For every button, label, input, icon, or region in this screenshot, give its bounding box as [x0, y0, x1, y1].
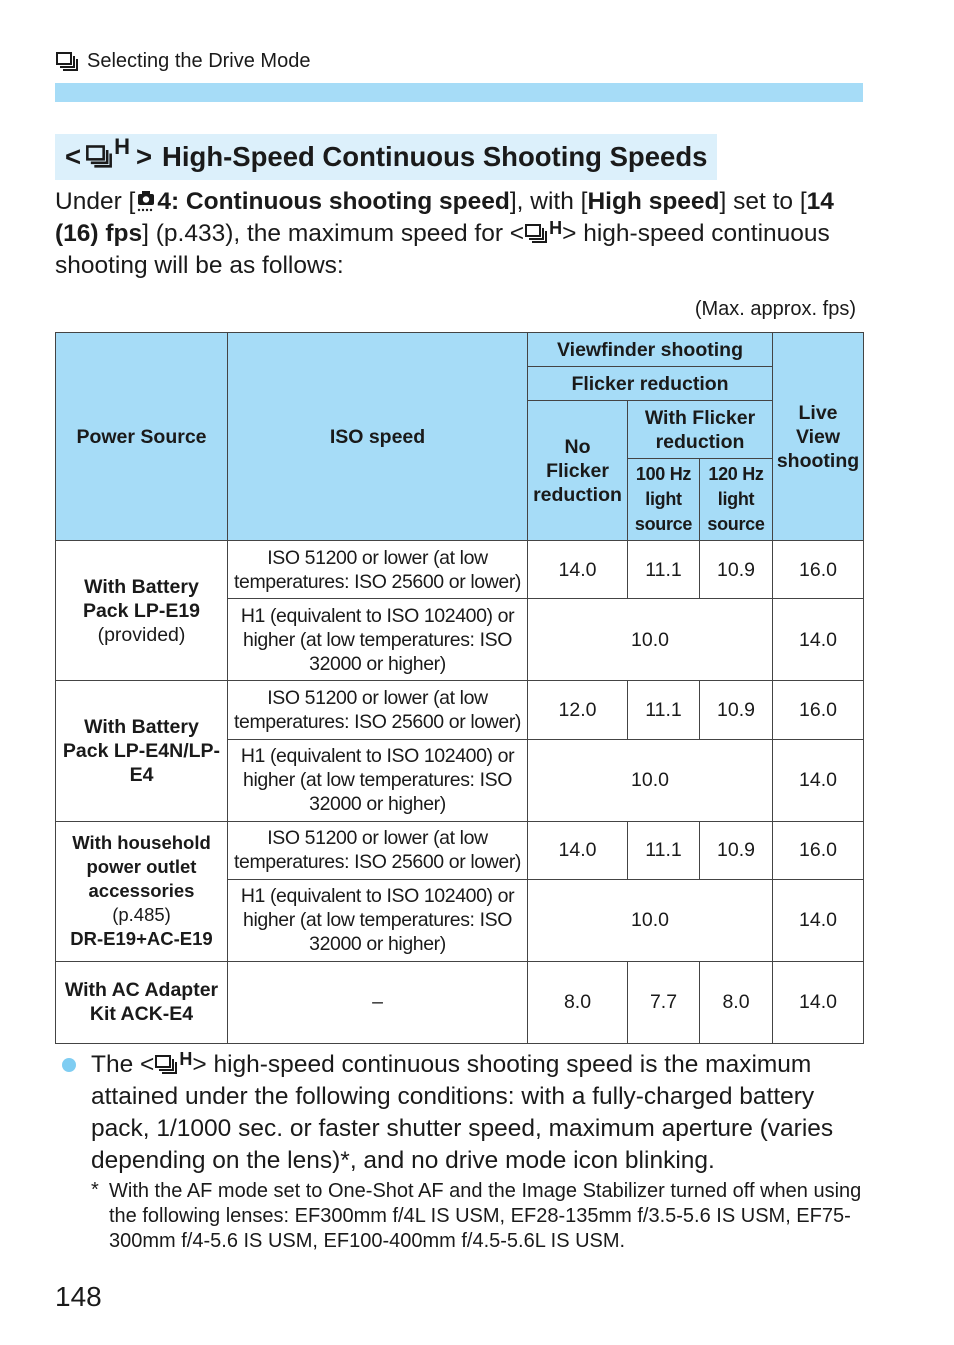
iso-cell: ISO 51200 or lower (at low temperatures: ISO 25600 or lower): [228, 681, 528, 739]
footnote-mark: *: [91, 1179, 99, 1201]
mode-suffix: H: [179, 1049, 193, 1069]
speed-note: [91, 1049, 866, 1177]
value-cell: 11.1: [628, 681, 700, 739]
header-with-flicker: With Flicker reduction: [628, 401, 773, 459]
high-speed-mode-icon: [524, 218, 563, 245]
note-text: The <: [91, 1051, 155, 1078]
value-cell: 10.0: [528, 879, 773, 961]
iso-cell: ISO 51200 or lower (at low temperatures: ISO 25600 or lower): [228, 821, 528, 879]
value-cell: 10.9: [700, 821, 773, 879]
drive-mode-icon: [524, 223, 548, 245]
title-close-bracket: >: [135, 141, 153, 172]
drive-mode-icon: [55, 51, 79, 73]
header-viewfinder: Viewfinder shooting: [528, 333, 773, 367]
iso-cell: H1 (equivalent to ISO 102400) or higher (at low temperatures: ISO 32000 or higher): [228, 879, 528, 961]
power-source-name: With Battery Pack LP-E19: [82, 575, 201, 622]
power-source-name: With household power outlet accessories: [72, 832, 211, 902]
header-power-source: Power Source: [56, 333, 228, 541]
menu-item-name: 4: Continuous shooting speed: [157, 188, 510, 215]
speed-table: [55, 332, 864, 1044]
title-open-bracket: <: [65, 141, 82, 172]
value-cell: 10.0: [528, 599, 773, 681]
value-cell: 10.9: [700, 681, 773, 739]
setting-value: 14 (16) fps: [55, 188, 834, 247]
drive-mode-icon: [154, 1054, 178, 1076]
value-cell: 14.0: [773, 739, 864, 821]
header-120hz: 120 Hz light source: [700, 459, 773, 541]
value-cell: 11.1: [628, 541, 700, 599]
value-cell: 10.0: [528, 739, 773, 821]
intro-text: > high-speed continuous shooting will be as follows:: [55, 220, 830, 279]
value-cell: 8.0: [528, 961, 628, 1043]
value-cell: 16.0: [773, 821, 864, 879]
power-source-cell: With AC Adapter Kit ACK-E4: [56, 961, 228, 1043]
power-source-cell: [56, 541, 228, 681]
drive-mode-icon: [85, 144, 113, 170]
value-cell: 16.0: [773, 681, 864, 739]
value-cell: 14.0: [528, 821, 628, 879]
intro-text: ] (p.433), the maximum speed for <: [142, 220, 525, 247]
header-100hz: 100 Hz light source: [628, 459, 700, 541]
bullet-icon: [62, 1058, 76, 1072]
iso-cell: ISO 51200 or lower (at low temperatures: ISO 25600 or lower): [228, 541, 528, 599]
power-source-model: DR-E19+AC-E19: [70, 928, 213, 950]
value-cell: 12.0: [528, 681, 628, 739]
power-source-note: (provided): [97, 623, 186, 646]
title-text: High-Speed Continuous Shooting Speeds: [162, 141, 708, 172]
intro-text: Under [: [55, 188, 136, 215]
note-text: > high-speed continuous shooting speed is the maximum attained under the following conditions: with a fully-charged battery pack, 1/1000 sec. or faster shutter speed, maximum aperture (varies depending on the lens)*, and no drive mode icon blinking.: [91, 1051, 834, 1174]
section-title: [55, 134, 717, 180]
intro-text: ], with [: [509, 188, 588, 215]
high-speed-mode-icon: [85, 134, 130, 170]
header-flicker-reduction: Flicker reduction: [528, 367, 773, 401]
header-no-flicker: No Flicker reduction: [528, 401, 628, 541]
value-cell: 14.0: [773, 599, 864, 681]
power-source-note: (p.485): [112, 904, 171, 926]
intro-paragraph: [55, 186, 863, 282]
shooting-menu-icon: [135, 188, 157, 212]
value-cell: 10.9: [700, 541, 773, 599]
value-cell: 16.0: [773, 541, 864, 599]
unit-note: (Max. approx. fps): [694, 298, 856, 320]
value-cell: 14.0: [773, 961, 864, 1043]
header-bar: [55, 83, 863, 102]
header-live-view: Live View shooting: [773, 333, 864, 541]
value-cell: 14.0: [773, 879, 864, 961]
footnote: With the AF mode set to One-Shot AF and the Image Stabilizer turned off when using the following lenses: EF300mm f/4L IS USM, EF28-135mm f/3.5-5.6 IS USM, EF75-300mm f/4-5.6 IS USM, EF100-400mm f/4.5-5.6L IS USM.: [109, 1180, 862, 1252]
header-iso-speed: ISO speed: [228, 333, 528, 541]
setting-name: High speed: [587, 188, 720, 215]
value-cell: 11.1: [628, 821, 700, 879]
page-number: 148: [55, 1281, 102, 1312]
iso-cell: H1 (equivalent to ISO 102400) or higher (at low temperatures: ISO 32000 or higher): [228, 599, 528, 681]
value-cell: 14.0: [528, 541, 628, 599]
iso-cell: –: [228, 961, 528, 1043]
mode-suffix: H: [114, 134, 130, 159]
value-cell: 7.7: [628, 961, 700, 1043]
value-cell: 8.0: [700, 961, 773, 1043]
power-source-cell: [56, 821, 228, 961]
mode-suffix: H: [549, 218, 563, 238]
power-source-cell: With Battery Pack LP-E4N/LP-E4: [56, 681, 228, 821]
iso-cell: H1 (equivalent to ISO 102400) or higher (at low temperatures: ISO 32000 or higher): [228, 739, 528, 821]
intro-text: ] set to [: [719, 188, 807, 215]
running-header: [55, 50, 310, 73]
high-speed-mode-icon: [154, 1049, 193, 1076]
header-section-title: Selecting the Drive Mode: [87, 50, 311, 72]
